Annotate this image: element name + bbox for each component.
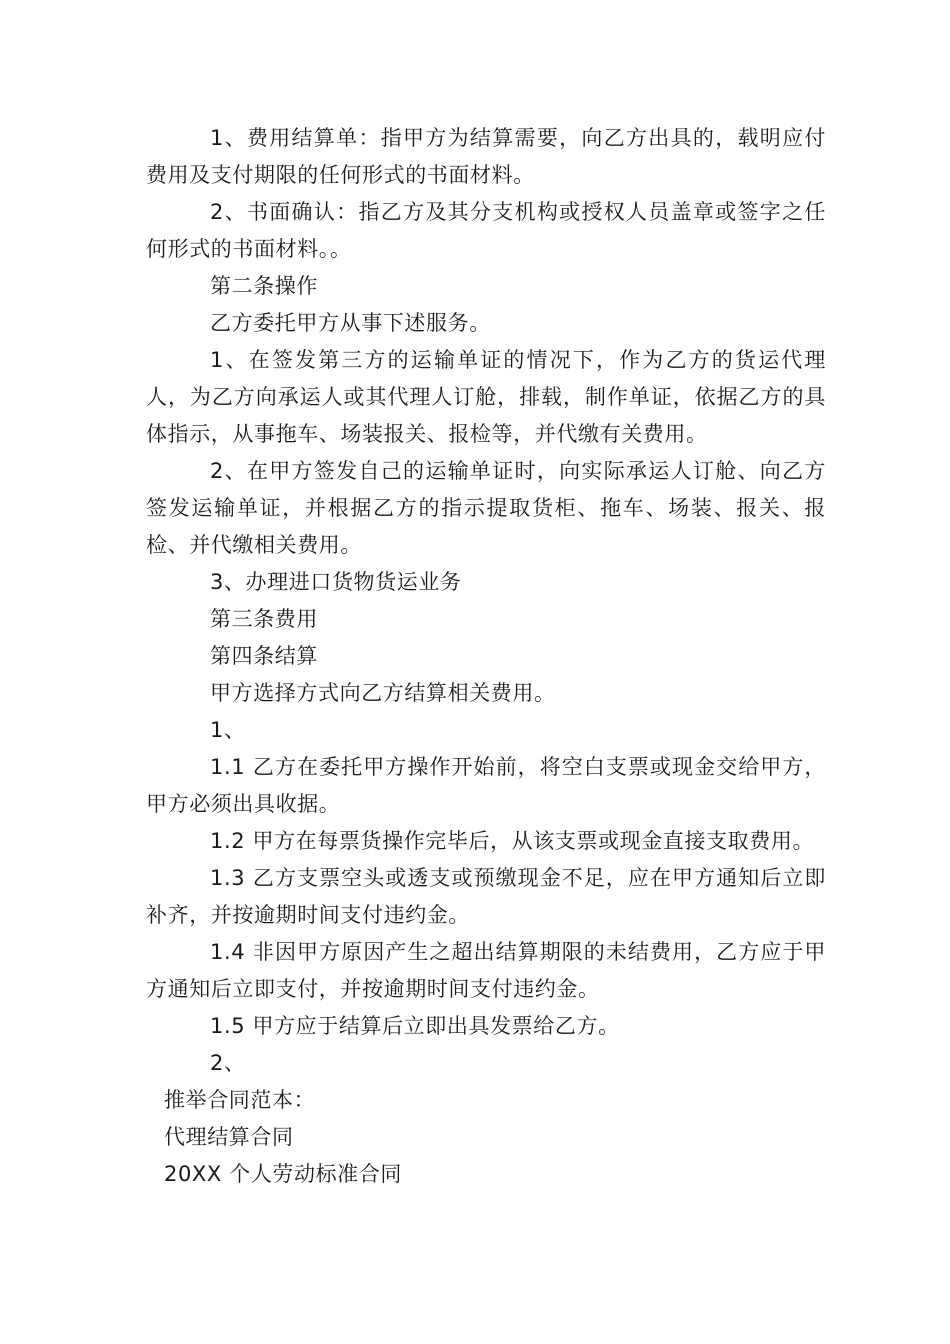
paragraph-written-confirmation: 2、书面确认：指乙方及其分支机构或授权人员盖章或签字之任何形式的书面材料。。: [146, 200, 826, 261]
paragraph-service-intro: 乙方委托甲方从事下述服务。: [210, 311, 491, 335]
recommended-templates: [164, 1082, 804, 1193]
paragraph-third-party-docs: 1、在签发第三方的运输单证的情况下，作为乙方的货运代理人，为乙方向承运人或其代理人订舱，排载，制作单证，依据乙方的具体指示，从事拖车、场装报关、报检等，并代缴有关费用。: [146, 348, 826, 446]
item-number-1: 1、: [210, 718, 246, 742]
paragraph-settlement-method: 甲方选择方式向乙方结算相关费用。: [210, 681, 556, 705]
clause-1-2: 1.2 甲方在每票货操作完毕后，从该支票或现金直接支取费用。: [210, 829, 815, 853]
item-number-2: 2、: [210, 1051, 246, 1075]
recommended-heading: 推举合同范本：: [164, 1088, 316, 1112]
clause-1-1: 1.1 乙方在委托甲方操作开始前，将空白支票或现金交给甲方，甲方必须出具收据。: [146, 755, 826, 816]
template-link-agency-settlement[interactable]: 代理结算合同: [164, 1125, 294, 1149]
section-heading-fees: 第三条费用: [210, 607, 318, 631]
paragraph-import-business: 3、办理进口货物货运业务: [210, 570, 462, 594]
section-heading-settlement: 第四条结算: [210, 644, 318, 668]
paragraph-settlement-statement: 1、费用结算单：指甲方为结算需要，向乙方出具的，载明应付费用及支付期限的任何形式的书面材料。: [146, 126, 826, 187]
clause-1-3: 1.3 乙方支票空头或透支或预缴现金不足，应在甲方通知后立即补齐，并按逾期时间支付违约金。: [146, 866, 826, 927]
paragraph-own-docs: 2、在甲方签发自己的运输单证时，向实际承运人订舱、向乙方签发运输单证，并根据乙方的指示提取货柜、拖车、场装、报关、报检、并代缴相关费用。: [146, 459, 826, 557]
template-link-labor-contract[interactable]: 20XX 个人劳动标准合同: [164, 1162, 402, 1186]
clause-1-5: 1.5 甲方应于结算后立即出具发票给乙方。: [210, 1014, 620, 1038]
section-heading-operation: 第二条操作: [210, 274, 318, 298]
document-body: [146, 120, 826, 1082]
clause-1-4: 1.4 非因甲方原因产生之超出结算期限的未结费用，乙方应于甲方通知后立即支付，并按逾期时间支付违约金。: [146, 940, 826, 1001]
